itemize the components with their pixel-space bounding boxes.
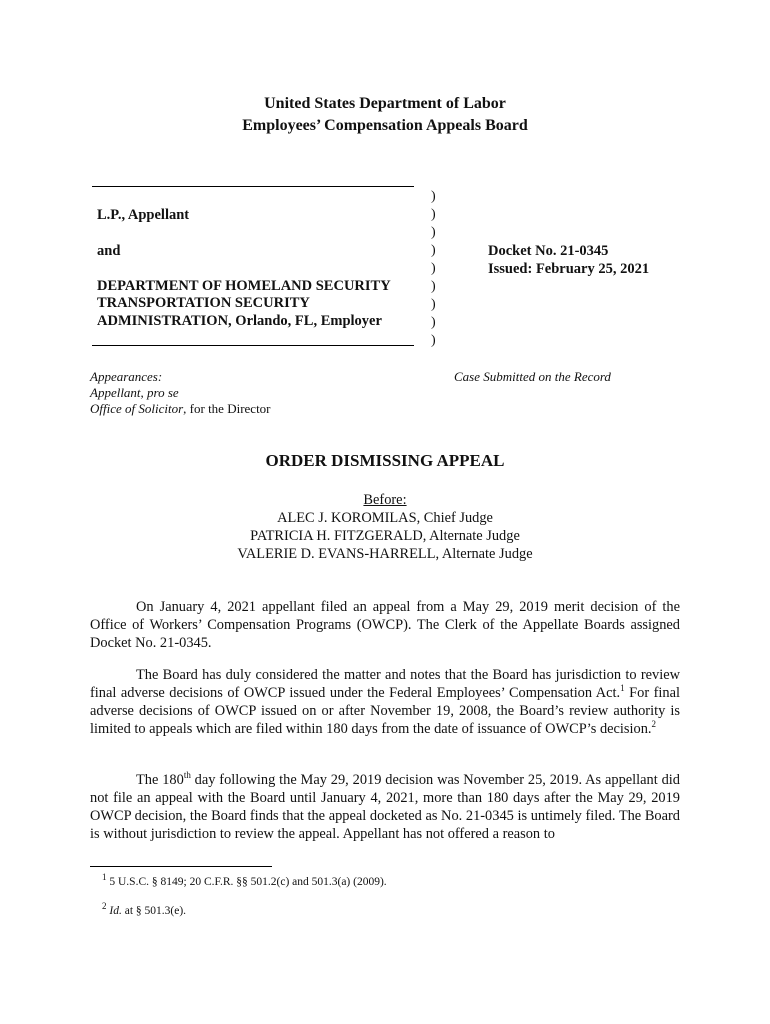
solicitor-office: Office of Solicitor [90, 401, 184, 416]
footnote-1 [102, 872, 387, 888]
judge-1: ALEC J. KOROMILAS, Chief Judge [277, 510, 493, 526]
caption-paren: ) [431, 315, 436, 330]
footnote-2 [102, 901, 187, 917]
appearance-solicitor [90, 401, 271, 417]
judge-2: PATRICIA H. FITZGERALD, Alternate Judge [250, 528, 520, 544]
caption-top-rule [92, 186, 414, 187]
paragraph-2 [90, 666, 680, 738]
caption-paren: ) [431, 207, 436, 222]
board-title: Employees’ Compensation Appeals Board [242, 117, 528, 134]
agency-title: United States Department of Labor [264, 95, 506, 112]
footnote-1-number: 1 [102, 872, 107, 883]
footnote-ref-1: 1 [620, 683, 625, 694]
caption-paren: ) [431, 225, 436, 240]
paragraph-1: On January 4, 2021 appellant filed an appeal from a May 29, 2019 merit decision of the Office of Workers’ Compensation Programs (OWCP). The Clerk of the Appellate Boards assigned Docket No. 21-0345. [90, 599, 680, 651]
footnote-2-text: at § 501.3(e). [121, 905, 187, 917]
issued-date: Issued: February 25, 2021 [488, 261, 650, 277]
paragraph-3-part-1: The 180 [136, 772, 184, 788]
order-title: ORDER DISMISSING APPEAL [265, 451, 505, 470]
footnote-2-id: Id. [109, 905, 122, 917]
judge-3: VALERIE D. EVANS-HARRELL, Alternate Judge [237, 546, 533, 562]
footnote-2-number: 2 [102, 901, 107, 912]
footnote-1-text: 5 U.S.C. § 8149; 20 C.F.R. §§ 501.2(c) and 501.3(a) (2009). [106, 876, 387, 888]
footnote-rule [90, 866, 272, 867]
caption-paren: ) [431, 297, 436, 312]
employer-line-1: DEPARTMENT OF HOMELAND SECURITY [97, 278, 391, 294]
appearances-label: Appearances: [90, 369, 163, 384]
before-label: Before: [363, 492, 407, 508]
paragraph-3-part-2: day following the May 29, 2019 decision was November 25, 2019. As appellant did not file an appeal with the Board until January 4, 2021, more than 180 days after the May 29, 2019 OWCP decision, the Board finds that the appeal docketed as No. 21-0345 is untimely filed. The Board is without jurisdiction to review the appeal. Appellant has not offered a reason to [90, 772, 680, 842]
appellant-name: L.P., Appellant [97, 207, 190, 223]
appearance-appellant: Appellant, pro se [90, 385, 179, 400]
caption-paren: ) [431, 189, 436, 204]
footnote-ref-2: 2 [651, 719, 657, 730]
paragraph-2-part-1: The Board has duly considered the matter and notes that the Board has jurisdiction to review final adverse decisions of OWCP issued under the Federal Employees’ Compensation Act. [90, 667, 680, 701]
caption-paren: ) [431, 261, 436, 276]
case-submitted: Case Submitted on the Record [454, 369, 611, 384]
caption-paren: ) [431, 243, 436, 258]
caption-paren: ) [431, 333, 436, 348]
caption-paren: ) [431, 279, 436, 294]
employer-line-3: ADMINISTRATION, Orlando, FL, Employer [97, 313, 382, 329]
caption-and: and [97, 243, 121, 259]
caption-bottom-rule [92, 345, 414, 346]
solicitor-role: , for the Director [183, 401, 271, 416]
paragraph-2-part-2: For final adverse decisions of OWCP issued on or after November 19, 2008, the Board’s review authority is limited to appeals which are filed within 180 days from the date of issuance of OWCP’s decision. [90, 685, 680, 737]
employer-line-2: TRANSPORTATION SECURITY [97, 295, 310, 311]
paragraph-3 [90, 771, 680, 843]
docket-number: Docket No. 21-0345 [488, 243, 609, 259]
ordinal-suffix: th [183, 770, 191, 781]
